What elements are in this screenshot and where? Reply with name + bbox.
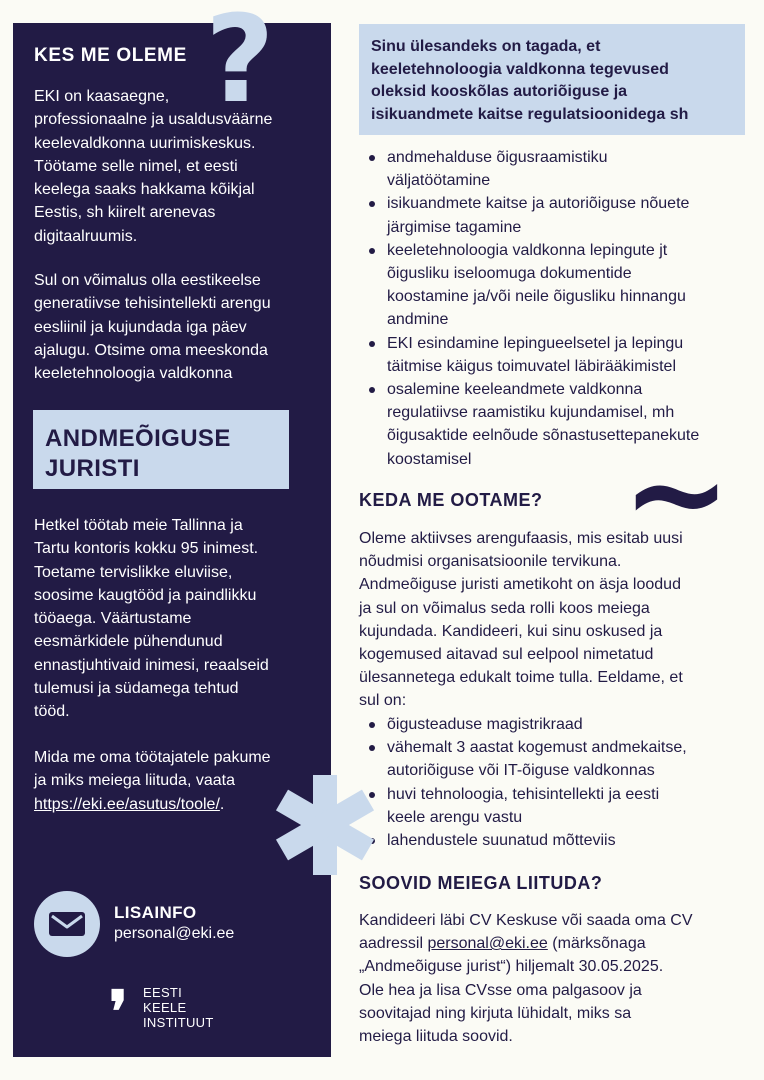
contact-title: LISAINFO xyxy=(114,903,197,922)
logo-line: KEELE xyxy=(143,1000,187,1015)
list-item-line: koostamisel xyxy=(387,450,472,468)
join-line xyxy=(359,932,749,955)
task-intro-line: isikuandmete kaitse regulatsioonidega sh xyxy=(371,105,689,123)
opportunity-text xyxy=(34,269,319,385)
job-title-line: ANDMEÕIGUSE xyxy=(45,425,231,452)
list-item-line: andmehalduse õigusraamistiku xyxy=(387,149,608,166)
envelope-icon xyxy=(47,910,87,938)
job-title-box xyxy=(33,410,289,489)
task-intro-line: oleksid kooskõlas autoriõiguse ja xyxy=(371,83,628,100)
opportunity-line: Sul on võimalus olla eestikeelse xyxy=(34,272,261,289)
list-item-line: keele arengu vastu xyxy=(387,808,523,826)
requirements-list xyxy=(359,713,764,852)
office-line: tulemusi ja südamega tehtud xyxy=(34,680,239,698)
list-item xyxy=(387,829,764,852)
list-item xyxy=(387,783,764,829)
list-item-line: väljatöötamine xyxy=(387,172,491,190)
about-line: keelevaldkonna uurimiskeskus. xyxy=(34,134,256,152)
list-item xyxy=(387,736,764,782)
task-intro-box xyxy=(359,24,745,135)
join-text xyxy=(359,909,749,1048)
list-item-line: isikuandmete kaitse ja autoriõiguse nõuete xyxy=(387,195,690,213)
list-item-line: õigusliku iseloomuga dokumentide xyxy=(387,265,632,283)
list-item xyxy=(387,713,764,736)
opportunity-line: ajalugu. Otsime oma meeskonda xyxy=(34,341,268,359)
list-item-line: täitmise käigus toimuvatel läbirääkimistel xyxy=(387,357,676,375)
about-line: Töötame selle nimel, et eesti xyxy=(34,157,238,175)
eki-logo-icon: ❜ xyxy=(109,978,128,1046)
job-title-line: JURISTI xyxy=(45,455,140,482)
about-line: EKI on kaasaegne, xyxy=(34,88,170,105)
office-line: Toetame tervislikke eluviise, xyxy=(34,563,233,581)
office-line: Hetkel töötab meie Tallinna ja xyxy=(34,517,243,534)
join-line: meiega liituda soovid. xyxy=(359,1028,513,1046)
expect-line: Oleme aktiivses arengufaasis, mis esitab uusi xyxy=(359,530,683,547)
expect-line: Andmeõiguse juristi ametikoht on äsja loodud xyxy=(359,576,681,594)
list-item-line: autoriõiguse või IT-õiguse valdkonnas xyxy=(387,762,655,780)
tilde-decoration: ~ xyxy=(622,417,731,569)
list-item-line: EKI esindamine lepingueelsetel ja lepingu xyxy=(387,334,684,352)
opportunity-line: keeletehnoloogia valdkonna xyxy=(34,365,233,383)
office-line: tööd. xyxy=(34,703,70,721)
list-item-line: koostamine ja/või neile õigusliku hinnangu xyxy=(387,288,686,306)
expect-line: sul on: xyxy=(359,692,407,710)
list-item-line: huvi tehnoloogia, tehisintellekti ja eesti xyxy=(387,785,660,803)
list-item-line: osalemine keeleandmete valdkonna xyxy=(387,381,643,399)
expect-line: nõudmisi organisatsioonile tervikuna. xyxy=(359,553,622,571)
join-heading: SOOVID MEIEGA LIITUDA? xyxy=(359,873,603,893)
list-item-line: vähemalt 3 aastat kogemust andmekaitse, xyxy=(387,739,687,757)
join-line: Ole hea ja lisa CVsse oma palgasoov ja xyxy=(359,981,642,999)
office-line: eesmärkidele pühendunud xyxy=(34,633,223,651)
eki-logo-text xyxy=(143,985,214,1030)
task-intro-line: Sinu ülesandeks on tagada, et xyxy=(371,38,601,55)
question-mark-decoration: ? xyxy=(205,0,275,130)
envelope-badge xyxy=(34,891,100,957)
about-heading: KES ME OLEME xyxy=(34,45,187,66)
list-item-line: õigusteaduse magistrikraad xyxy=(387,716,583,733)
left-panel xyxy=(13,0,331,1057)
about-line: digitaalruumis. xyxy=(34,227,138,245)
list-item-line: lahendustele suunatud mõtteviis xyxy=(387,832,616,850)
expect-line: ülesannetega edukalt toime tulla. Eeldame, et xyxy=(359,669,683,687)
logo-line: EESTI xyxy=(143,985,183,1000)
join-line: „Andmeõiguse jurist“) hiljemalt 30.05.2025. xyxy=(359,958,664,976)
join-text-fragment: (märksõnaga xyxy=(547,935,646,953)
expect-text xyxy=(359,527,749,713)
expect-heading: KEDA ME OOTAME? xyxy=(359,490,543,510)
join-line: soovitajad ning kirjuta lühidalt, miks sa xyxy=(359,1004,632,1022)
benefits-line: Mida me oma töötajatele pakume xyxy=(34,749,271,766)
office-line: ennastjuhtivaid inimesi, reaalseid xyxy=(34,656,269,674)
contact-email[interactable]: personal@eki.ee xyxy=(114,925,235,942)
logo-line: INSTITUUT xyxy=(143,1015,214,1030)
opportunity-line: eesliinil ja kujundada iga päev xyxy=(34,318,247,336)
expect-line: kujundada. Kandideeri, kui sinu oskused ja xyxy=(359,622,663,640)
asterisk-decoration xyxy=(270,770,380,880)
list-item xyxy=(387,332,764,378)
office-line: tööaega. Väärtustame xyxy=(34,610,192,628)
opportunity-line: generatiivse tehisintellekti arengu xyxy=(34,295,271,313)
about-text xyxy=(34,85,319,248)
expect-line: kogemused aitavad sul eelpool nimetatud xyxy=(359,646,654,664)
list-item xyxy=(387,192,764,238)
list-item-line: andmine xyxy=(387,311,449,329)
list-item-line: keeletehnoloogia valdkonna lepingute jt xyxy=(387,241,668,259)
list-item-line: järgimise tagamine xyxy=(387,218,522,236)
office-line: Tartu kontoris kokku 95 inimest. xyxy=(34,540,259,558)
apply-email-link[interactable]: personal@eki.ee xyxy=(427,935,548,953)
about-line: professionaalne ja usaldusväärne xyxy=(34,111,273,129)
benefits-period: . xyxy=(219,795,225,813)
list-item xyxy=(387,239,764,332)
list-item-line: regulatiivse raamistiku kujundamisel, mh xyxy=(387,404,675,422)
about-line: keelega saaks hakkama kõikjal xyxy=(34,181,255,199)
office-text xyxy=(34,514,319,724)
join-text-fragment: aadressil xyxy=(359,935,428,953)
task-intro-line: keeletehnoloogia valdkonna tegevused xyxy=(371,60,669,78)
benefits-line: ja miks meiega liituda, vaata xyxy=(34,772,235,790)
join-line: Kandideeri läbi CV Keskuse või saada oma CV xyxy=(359,912,693,929)
list-item-line: õigusaktide eelnõude sõnastusettepanekute xyxy=(387,427,700,445)
expect-line: ja sul on võimalus seda rolli koos meiega xyxy=(359,599,650,617)
list-item xyxy=(387,146,764,192)
office-line: soosime kaugtööd ja paindlikku xyxy=(34,586,257,604)
careers-link[interactable]: https://eki.ee/asutus/toole/ xyxy=(34,795,220,813)
about-line: Eestis, sh kiirelt arenevas xyxy=(34,204,216,222)
